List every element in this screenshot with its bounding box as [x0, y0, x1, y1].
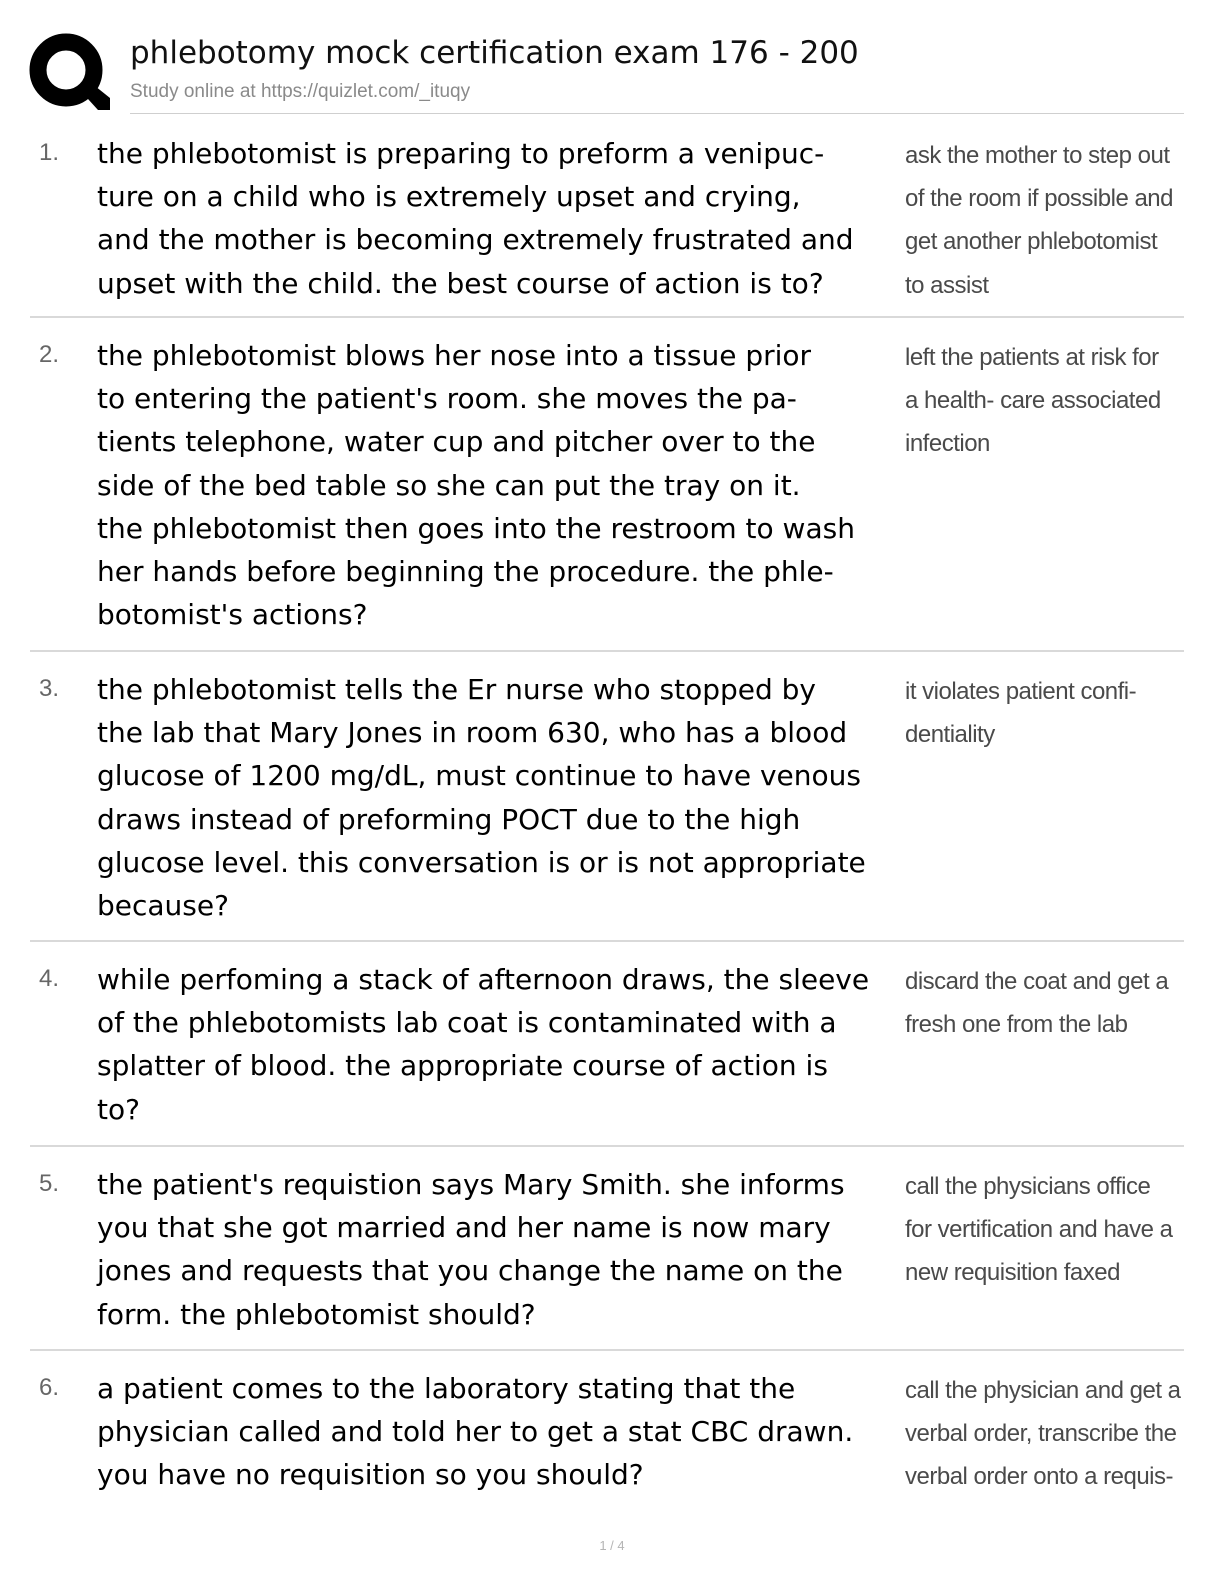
card-definition: call the physicians office for vertification and have a new requisition faxed: [905, 1173, 1173, 1287]
flashcard-item: [30, 1147, 1184, 1351]
card-term: a patient comes to the laboratory stating that the physician called and told her to get a stat CBC drawn. you have no requisition so you should?: [97, 1372, 854, 1492]
page-indicator: 1 / 4: [599, 1538, 625, 1553]
card-number: 5.: [39, 1170, 60, 1197]
flashcard-item: [30, 942, 1184, 1147]
card-term: while perfoming a stack of afternoon draws, the sleeve of the phlebotomists lab coat is contaminated with a splatter of blood. the appropriate course of action is to?: [97, 963, 870, 1126]
flashcard-item: [30, 1351, 1184, 1521]
card-term: the patient's requistion says Mary Smith. she informs you that she got married and her name is now mary jones and requests that you change the name on the form. the phlebotomist should?: [97, 1168, 845, 1331]
study-online-link-text: Study online at https://quizlet.com/_ituqy: [130, 81, 471, 102]
flashcard-item: [30, 652, 1184, 942]
card-number: 2.: [39, 341, 60, 368]
card-number: 4.: [39, 965, 60, 992]
card-definition: left the patients at risk for a health- care associated infection: [905, 344, 1161, 458]
card-definition: ask the mother to step out of the room if possible and get another phlebotomist to assist: [905, 142, 1173, 299]
card-definition: call the physician and get a verbal order, transcribe the verbal order onto a requis-: [905, 1377, 1181, 1491]
header-divider: [130, 113, 1184, 114]
card-number: 1.: [39, 139, 60, 166]
flashcard-item: [30, 116, 1184, 318]
document-title: phlebotomy mock certification exam 176 - 200: [130, 35, 859, 71]
card-definition: it violates patient confi- dentiality: [905, 678, 1137, 749]
card-definition: discard the coat and get a fresh one from the lab: [905, 968, 1169, 1039]
flashcard-item: [30, 318, 1184, 652]
card-term: the phlebotomist blows her nose into a tissue prior to entering the patient's room. she moves the pa- tients telephone, water cup and pitcher over to the side of the bed table so she can put the tray on it. the phlebotomist then goes into the restroom to wash her hands before beginning the procedure. the phle- botomist's actions?: [97, 339, 855, 632]
card-number: 3.: [39, 675, 60, 702]
card-number: 6.: [39, 1374, 60, 1401]
card-term: the phlebotomist tells the Er nurse who stopped by the lab that Mary Jones in room 630, who has a blood glucose of 1200 mg/dL, must continue to have venous draws instead of preforming POCT due to the high glucose level. this conversation is or is not appropriate because?: [97, 673, 866, 923]
quizlet-logo-icon: [28, 30, 112, 114]
card-term: the phlebotomist is preparing to preform a venipuc- ture on a child who is extremely upset and crying, and the mother is becoming extremely frustrated and upset with the child. the best course of action is to?: [97, 137, 854, 300]
